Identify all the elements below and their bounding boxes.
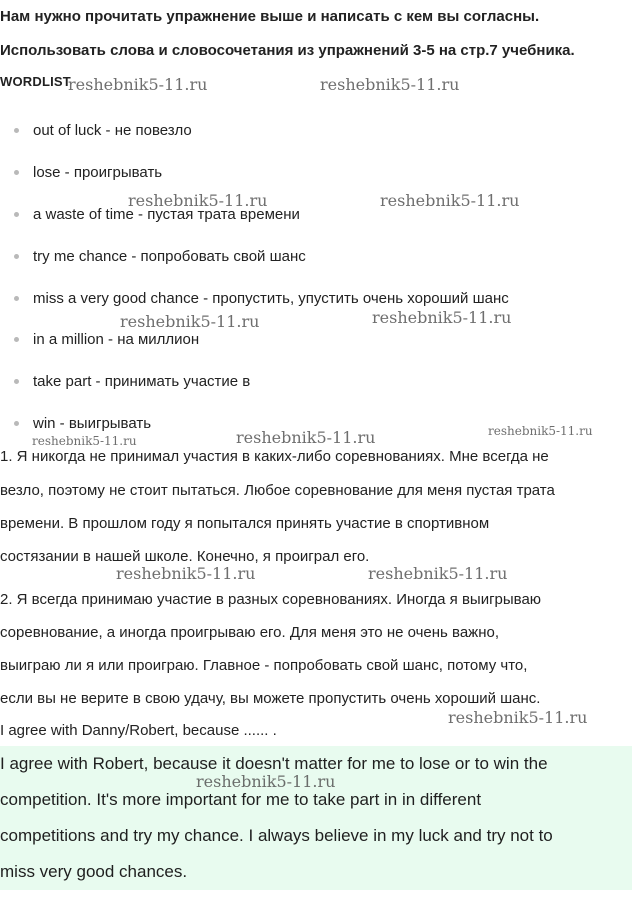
watermark: reshebnik5-11.ru (320, 75, 460, 94)
bullet-icon (14, 337, 19, 342)
prompt-line: I agree with Danny/Robert, because ...... . (0, 722, 277, 739)
paragraph-1-line: времени. В прошлом году я попытался принять участие в спортивном (0, 515, 490, 532)
bullet-icon (14, 379, 19, 384)
watermark: reshebnik5-11.ru (32, 434, 137, 448)
wordlist-item: take part - принимать участие в (14, 373, 250, 391)
answer-line: competitions and try my chance. I always believe in my luck and try not to (0, 826, 553, 845)
paragraph-1-line: состязании в нашей школе. Конечно, я проиграл его. (0, 548, 370, 565)
watermark: reshebnik5-11.ru (372, 308, 512, 327)
bullet-icon (14, 170, 19, 175)
wordlist-item: try me chance - попробовать свой шанс (14, 248, 306, 266)
paragraph-1-line: везло, поэтому не стоит пытаться. Любое соревнование для меня пустая трата (0, 482, 555, 499)
watermark: reshebnik5-11.ru (380, 191, 520, 210)
task-instruction-line-1: Нам нужно прочитать упражнение выше и написать с кем вы согласны. (0, 8, 540, 25)
watermark: reshebnik5-11.ru (488, 424, 593, 438)
answer-box (0, 746, 632, 890)
wordlist-item: in a million - на миллион (14, 331, 199, 349)
paragraph-1-line: 1. Я никогда не принимал участия в каких-либо соревнованиях. Мне всегда не (0, 448, 549, 465)
paragraph-2-line: соревнование, а иногда проигрываю его. Для меня это не очень важно, (0, 624, 500, 641)
answer-line: I agree with Robert, because it doesn't matter for me to lose or to win the (0, 754, 548, 773)
bullet-icon (14, 128, 19, 133)
watermark: reshebnik5-11.ru (68, 75, 208, 94)
watermark: reshebnik5-11.ru (448, 708, 588, 727)
wordlist-item: out of luck - не повезло (14, 122, 192, 140)
answer-line: miss very good chances. (0, 862, 188, 881)
watermark: reshebnik5-11.ru (196, 772, 336, 791)
task-instruction-line-2: Использовать слова и словосочетания из упражнений 3-5 на стр.7 учебника. (0, 42, 575, 59)
bullet-icon (14, 421, 19, 426)
bullet-icon (14, 212, 19, 217)
watermark: reshebnik5-11.ru (116, 564, 256, 583)
bullet-icon (14, 296, 19, 301)
answer-line: competition. It's more important for me to take part in in different (0, 790, 482, 809)
wordlist-item: a waste of time - пустая трата времени (14, 206, 300, 224)
paragraph-2-line: 2. Я всегда принимаю участие в разных соревнованиях. Иногда я выигрываю (0, 591, 542, 608)
wordlist-title: WORDLIST (0, 74, 71, 89)
paragraph-2-line: если вы не верите в свою удачу, вы можете пропустить очень хороший шанс. (0, 690, 541, 707)
watermark: reshebnik5-11.ru (236, 428, 376, 447)
watermark: reshebnik5-11.ru (128, 191, 268, 210)
paragraph-2-line: выиграю ли я или проиграю. Главное - попробовать свой шанс, потому что, (0, 657, 528, 674)
wordlist-item: miss a very good chance - пропустить, упустить очень хороший шанс (14, 290, 509, 308)
watermark: reshebnik5-11.ru (368, 564, 508, 583)
bullet-icon (14, 254, 19, 259)
wordlist-item: lose - проигрывать (14, 164, 162, 182)
watermark: reshebnik5-11.ru (120, 312, 260, 331)
wordlist-item: win - выигрывать (14, 415, 151, 433)
